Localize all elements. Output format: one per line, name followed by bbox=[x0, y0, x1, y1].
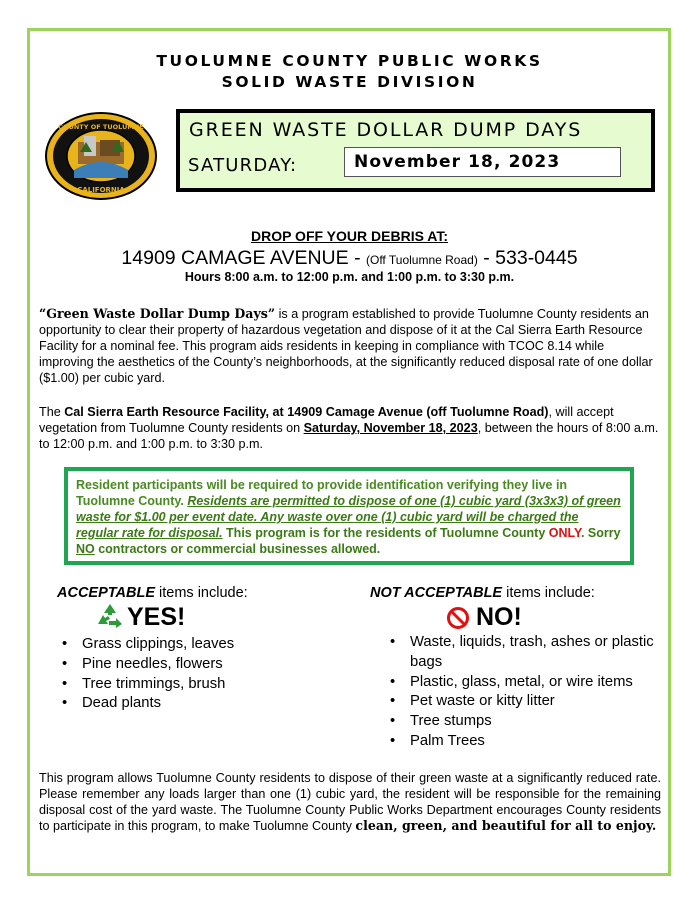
closing-emphasis: clean, green, and beautiful for all to enjoy. bbox=[355, 818, 657, 833]
seal-text-bottom: CALIFORNIA bbox=[77, 186, 125, 194]
event-date: November 18, 2023 bbox=[344, 147, 621, 177]
address-note: (Off Tuolumne Road) bbox=[365, 253, 478, 267]
not-acceptable-heading-em: NOT ACCEPTABLE bbox=[370, 585, 503, 601]
facility-name: Cal Sierra Earth Resource Facility, at 14909 Camage Avenue (off Tuolumne Road) bbox=[64, 405, 549, 419]
intro-paragraph bbox=[39, 306, 661, 386]
dropoff-hours: Hours 8:00 a.m. to 12:00 p.m. and 1:00 p.m. to 3:30 p.m. bbox=[184, 270, 515, 284]
phone-number: - 533-0445 bbox=[477, 247, 578, 269]
list-item: • Waste, liquids, trash, ashes or plastic bags bbox=[390, 633, 670, 673]
notice-part-4: . Sorry bbox=[580, 526, 621, 540]
list-item: • Palm Trees bbox=[390, 732, 670, 752]
address-text: 14909 CAMAGE AVENUE - bbox=[121, 247, 366, 269]
closing-text: This program allows Tuolumne County residents to dispose of their green waste at a significantly reduced rate. Please remember any loads larger than one (1) cubic yard, the resident will be responsible for the remaining disposal cost of the yard waste. The Tuolumne County Public Works Department encourages County residents to participate in this program, to make Tuolumne County bbox=[39, 771, 661, 833]
acceptable-heading-em: ACCEPTABLE bbox=[57, 585, 156, 601]
no-badge-text: NO! bbox=[476, 603, 522, 631]
no-badge bbox=[446, 603, 522, 632]
notice-no: NO bbox=[76, 542, 95, 556]
list-item: • Pet waste or kitty litter bbox=[390, 692, 670, 712]
event-title-box bbox=[176, 109, 655, 192]
not-acceptable-heading-rest: items include: bbox=[502, 585, 595, 601]
not-acceptable-heading bbox=[370, 585, 595, 601]
notice-part-1: Resident participants will be required to provide identification verifying they live in Tuolumne County. bbox=[76, 478, 568, 508]
list-item: • Pine needles, flowers bbox=[62, 655, 322, 675]
seal-text-top: COUNTY OF TUOLUMNE bbox=[58, 123, 144, 131]
facility-suffix: , between the hours of 8:00 a.m. to 12:00 p.m. and 1:00 p.m. to 3:30 p.m. bbox=[39, 421, 659, 451]
intro-text: is a program established to provide Tuolumne County residents an opportunity to clear their property of hazardous vegetation and dispose of it at the Cal Sierra Earth Resource Facility for a nominal fee. This program aids residents in keeping in compliance with TCOC 8.14 while improving the aesthetics of the County’s neighborhoods, at the significantly reduced disposal rate of one dollar ($1.00) per cubic yard. bbox=[39, 307, 653, 385]
yes-badge-text: YES! bbox=[127, 603, 186, 631]
dropoff-heading-text: DROP OFF YOUR DEBRIS AT bbox=[250, 228, 444, 244]
list-item: • Dead plants bbox=[62, 694, 322, 714]
notice-only: ONLY bbox=[548, 526, 581, 540]
header-line-1: TUOLUMNE COUNTY PUBLIC WORKS bbox=[156, 52, 543, 70]
acceptable-heading-rest: items include: bbox=[155, 585, 248, 601]
notice-part-3: This program is for the residents of Tuolumne County bbox=[222, 526, 549, 540]
yes-badge bbox=[93, 603, 185, 632]
facility-paragraph bbox=[39, 404, 661, 452]
list-item: • Grass clippings, leaves bbox=[62, 635, 322, 655]
event-day-label: SATURDAY: bbox=[188, 155, 298, 176]
program-name: “Green Waste Dollar Dump Days” bbox=[39, 306, 276, 321]
residency-notice bbox=[64, 467, 634, 565]
closing-paragraph bbox=[39, 770, 661, 834]
facility-date: Saturday, November 18, 2023 bbox=[303, 421, 478, 435]
list-item: • Plastic, glass, metal, or wire items bbox=[390, 673, 670, 693]
dropoff-address bbox=[0, 247, 699, 270]
acceptable-heading bbox=[57, 585, 248, 601]
notice-part-5: contractors or commercial businesses allowed. bbox=[94, 542, 381, 556]
dropoff-heading bbox=[0, 228, 699, 244]
acceptable-list bbox=[62, 635, 322, 714]
header-line-2: SOLID WASTE DIVISION bbox=[221, 73, 478, 91]
list-item: • Tree stumps bbox=[390, 712, 670, 732]
list-item: • Tree trimmings, brush bbox=[62, 675, 322, 695]
facility-prefix: The bbox=[39, 405, 65, 419]
notice-part-2: Residents are permitted to dispose of one (1) cubic yard (3x3x3) of green waste for $1.00 per event date. Any waste over one (1) cubic yard will be charged the regular rate for disposal. bbox=[76, 494, 621, 540]
facility-mid: , will accept vegetation from Tuolumne County residents on bbox=[39, 405, 614, 435]
dropoff-heading-colon: : bbox=[443, 228, 449, 244]
event-title: GREEN WASTE DOLLAR DUMP DAYS bbox=[189, 119, 583, 141]
not-acceptable-list bbox=[390, 633, 670, 752]
county-seal-logo bbox=[44, 112, 158, 200]
